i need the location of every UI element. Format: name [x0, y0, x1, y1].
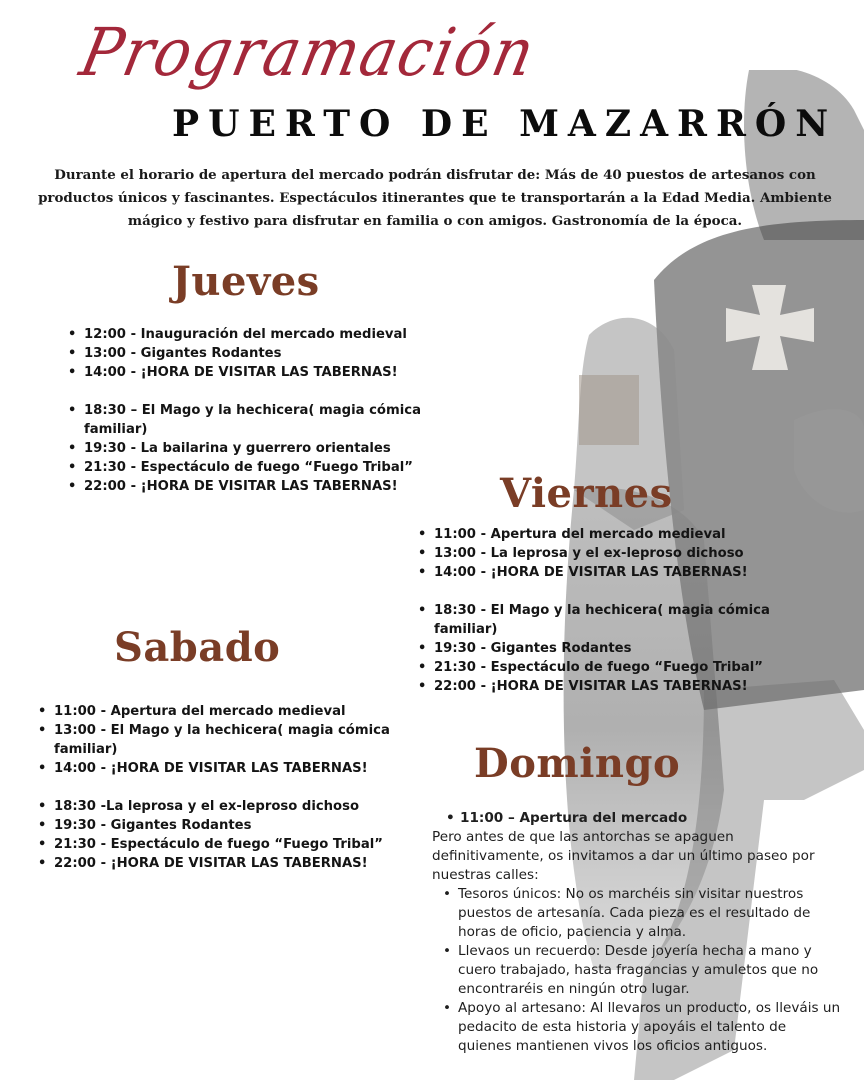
- list-item: • 12:00 - Inauguración del mercado medieval: [64, 325, 424, 344]
- intro-paragraph: Durante el horario de apertura del mercado podrán disfrutar de: Más de 40 puestos de artesanos con productos únicos y fascinantes. Espectáculos itinerantes que te transportarán a la Edad Media. Ambiente mágico y festivo para disfrutar en familia o con amigos. Gastronomía de la época.: [38, 167, 832, 229]
- domingo-paragraph: Pero antes de que las antorchas se apaguen definitivamente, os invitamos a dar un último paseo por nuestras calles:: [432, 829, 815, 883]
- script-title: Programación: [73, 14, 543, 92]
- list-item: • 22:00 - ¡HORA DE VISITAR LAS TABERNAS!: [414, 677, 784, 696]
- list-item: • 14:00 - ¡HORA DE VISITAR LAS TABERNAS!: [414, 563, 784, 582]
- list-item: • 18:30 – El Mago y la hechicera( magia cómica familiar): [64, 401, 424, 439]
- day-heading-viernes: Viernes: [500, 470, 673, 517]
- day-heading-domingo: Domingo: [474, 740, 681, 787]
- list-item: • 21:30 - Espectáculo de fuego “Fuego Tribal”: [34, 835, 414, 854]
- list-item: • 22:00 - ¡HORA DE VISITAR LAS TABERNAS!: [34, 854, 414, 873]
- list-item: • 21:30 - Espectáculo de fuego “Fuego Tribal”: [414, 658, 784, 677]
- main-title: PUERTO DE MAZARRÓN: [172, 103, 838, 145]
- schedule-sabado: [34, 702, 414, 873]
- domingo-list: [432, 885, 842, 1056]
- list-item: • 22:00 - ¡HORA DE VISITAR LAS TABERNAS!: [64, 477, 424, 496]
- day-heading-sabado: Sabado: [114, 624, 281, 671]
- list-item: • 19:30 - Gigantes Rodantes: [34, 816, 414, 835]
- list-item: • 18:30 -La leprosa y el ex-leproso dichoso: [34, 797, 414, 816]
- list-item: • 13:00 - Gigantes Rodantes: [64, 344, 424, 363]
- list-item: • 11:00 - Apertura del mercado medieval: [414, 525, 784, 544]
- list-item: • Llevaos un recuerdo: Desde joyería hecha a mano y cuero trabajado, hasta fragancias y amuletos que no encontraréis en ningún otro lugar.: [432, 942, 842, 999]
- list-item: • 13:00 - El Mago y la hechicera( magia cómica familiar): [34, 721, 414, 759]
- list-item: • 13:00 - La leprosa y el ex-leproso dichoso: [414, 544, 784, 563]
- list-item: • 18:30 - El Mago y la hechicera( magia cómica familiar): [414, 601, 784, 639]
- list-item: • 19:30 - La bailarina y guerrero orientales: [64, 439, 424, 458]
- list-item: • 14:00 - ¡HORA DE VISITAR LAS TABERNAS!: [34, 759, 414, 778]
- domingo-first-item: • 11:00 – Apertura del mercado: [440, 809, 842, 828]
- list-item: • Tesoros únicos: No os marchéis sin visitar nuestros puestos de artesanía. Cada pieza es el resultado de horas de oficio, paciencia y alma.: [432, 885, 842, 942]
- schedule-viernes: [414, 525, 784, 696]
- list-item: • 19:30 - Gigantes Rodantes: [414, 639, 784, 658]
- domingo-section: [432, 810, 842, 1056]
- list-item: • 21:30 - Espectáculo de fuego “Fuego Tribal”: [64, 458, 424, 477]
- schedule-jueves: [64, 325, 424, 496]
- list-item: • 11:00 - Apertura del mercado medieval: [34, 702, 414, 721]
- list-item: • Apoyo al artesano: Al llevaros un producto, os lleváis un pedacito de esta historia y apoyáis el talento de quienes mantienen vivos los oficios antiguos.: [432, 999, 842, 1056]
- day-heading-jueves: Jueves: [172, 258, 320, 305]
- list-item: • 14:00 - ¡HORA DE VISITAR LAS TABERNAS!: [64, 363, 424, 382]
